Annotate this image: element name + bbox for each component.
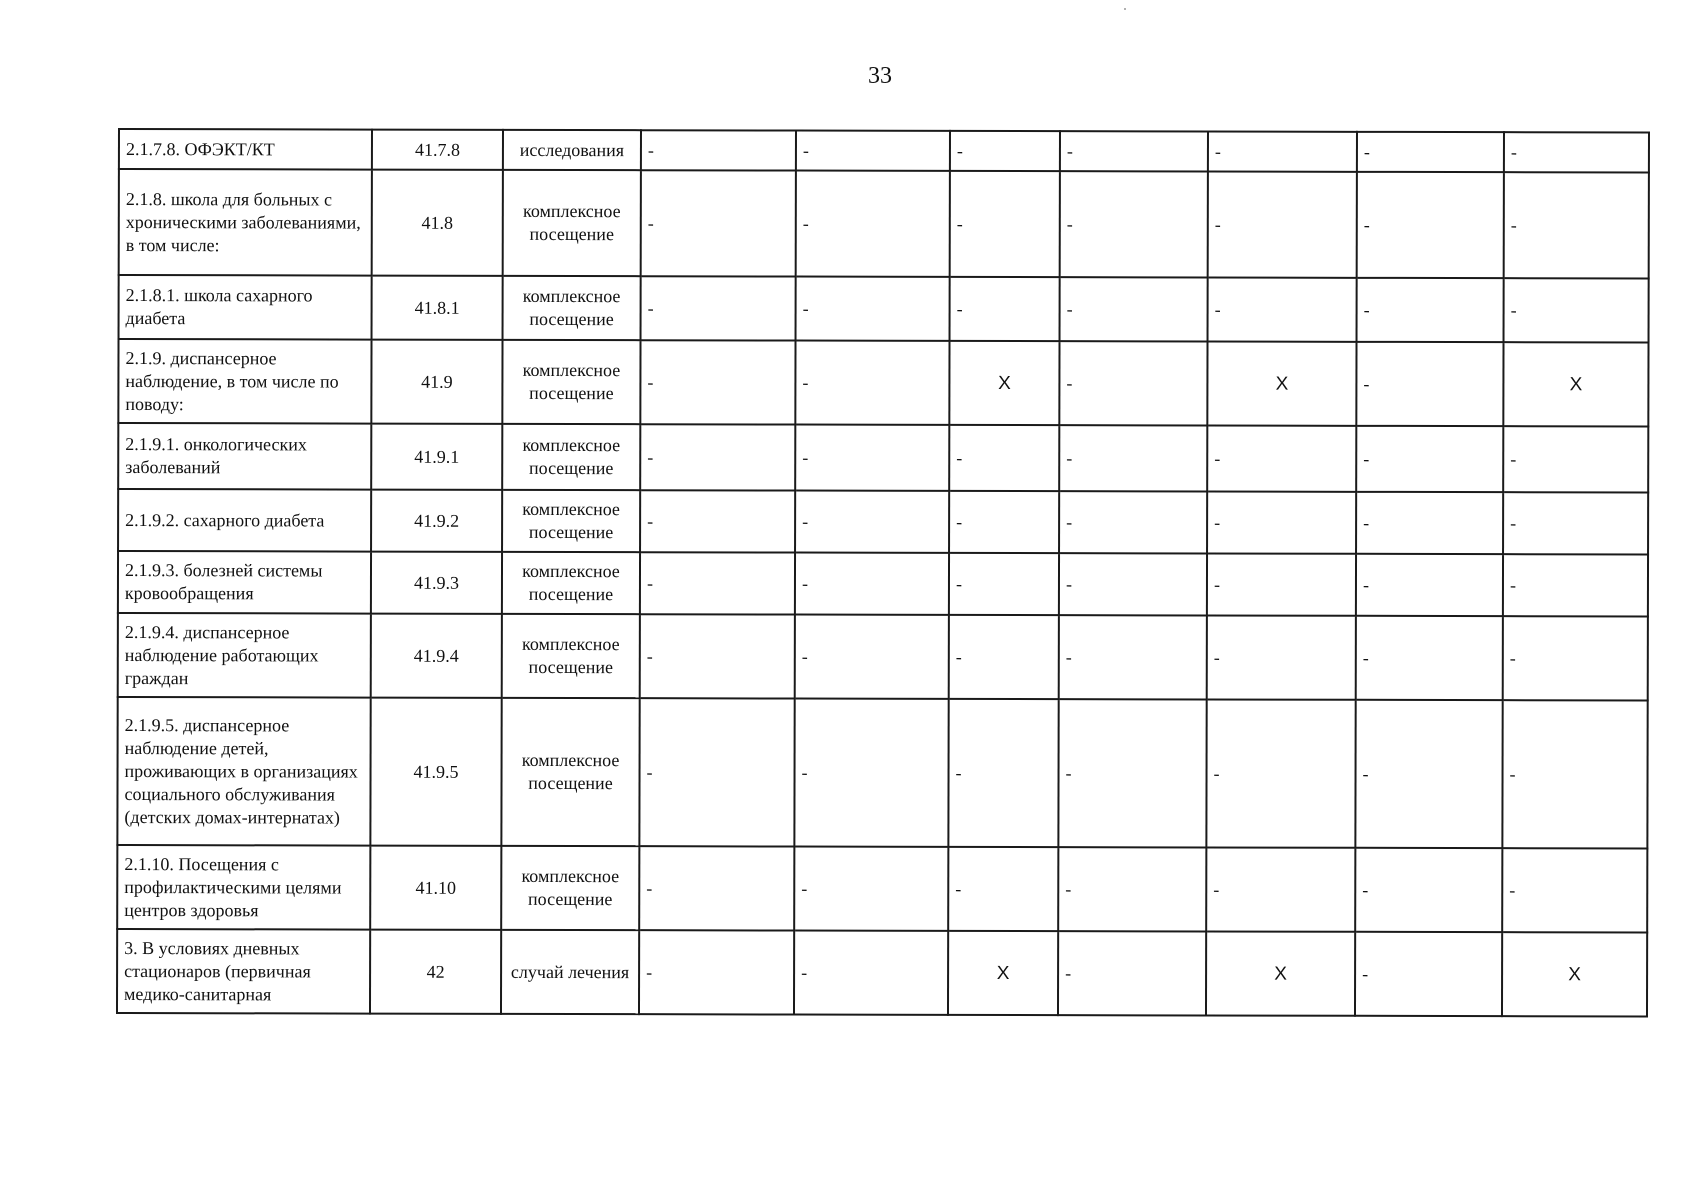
row-name-cell: 2.1.9.3. болезней системы кровообращения [118,551,371,614]
row-value-cell: - [1060,171,1208,277]
table-row [118,613,1648,700]
row-value-cell: X [1207,341,1356,425]
row-value-cell: - [796,131,950,171]
row-code-cell: 41.8 [372,170,503,276]
row-value-cell: - [1357,278,1504,342]
table-row [117,697,1647,848]
row-value-cell: - [1058,847,1206,931]
row-value-cell: - [1059,553,1207,615]
row-value-cell: - [1207,553,1356,615]
row-code-cell: 41.9.5 [370,698,501,846]
row-value-cell: - [1355,932,1502,1016]
row-code-cell: 41.9.3 [371,552,502,614]
row-value-cell: - [795,491,949,553]
row-value-cell: - [1059,341,1207,425]
table-row [117,845,1647,932]
row-value-cell: - [640,490,795,552]
row-name-cell: 2.1.9. диспансерное наблюдение, в том числе по поводу: [118,339,371,424]
row-value-cell: - [1060,277,1208,341]
row-unit-cell: случай лечения [501,930,639,1014]
row-value-cell: - [796,277,950,341]
row-value-cell: - [950,131,1060,171]
row-name-cell: 2.1.8. школа для больных с хроническими заболеваниями, в том числе: [119,169,372,276]
row-code-cell: 41.9.2 [371,490,502,552]
row-unit-cell: комплексное посещение [501,698,639,846]
row-unit-cell: комплексное посещение [502,552,640,614]
row-value-cell: X [948,931,1058,1015]
row-name-cell: 2.1.9.4. диспансерное наблюдение работающих граждан [118,613,371,698]
row-value-cell: - [1208,131,1357,171]
row-value-cell: - [796,171,950,277]
row-value-cell: - [640,614,795,698]
table-row [119,129,1649,172]
row-value-cell: - [1504,278,1649,342]
row-value-cell: - [1503,554,1648,616]
row-value-cell: - [1504,172,1649,278]
table-body [117,129,1649,1016]
row-value-cell: - [794,931,948,1015]
row-value-cell: - [794,847,948,931]
row-value-cell: - [949,553,1059,615]
row-value-cell: X [1503,342,1648,426]
row-value-cell: - [1356,426,1503,492]
row-code-cell: 41.9.1 [371,424,502,490]
row-value-cell: - [641,276,796,340]
row-value-cell: - [1058,931,1206,1015]
row-value-cell: - [1356,492,1503,554]
row-value-cell: - [1503,616,1648,700]
row-value-cell: X [1206,931,1355,1015]
row-value-cell: - [949,491,1059,553]
row-code-cell: 41.9 [371,340,502,424]
row-value-cell: X [949,341,1059,425]
row-value-cell: - [1504,132,1649,172]
row-value-cell: - [1060,131,1208,171]
row-code-cell: 41.9.4 [371,614,502,698]
table-row [119,169,1649,278]
row-value-cell: - [1502,848,1647,932]
row-value-cell: - [1058,699,1206,847]
row-name-cell: 2.1.9.1. онкологических заболеваний [118,423,371,490]
row-value-cell: - [1357,132,1504,172]
row-value-cell: - [1206,699,1355,847]
row-name-cell: 2.1.9.5. диспансерное наблюдение детей, проживающих в организациях социального обслуживания (детских домах-интернатах) [117,697,370,846]
row-unit-cell: комплексное посещение [502,340,640,424]
row-unit-cell: комплексное посещение [502,490,640,552]
row-code-cell: 42 [370,930,501,1014]
table-row [118,551,1648,616]
row-value-cell: - [641,130,796,170]
table-row [118,489,1648,554]
row-code-cell: 41.8.1 [372,276,503,340]
row-value-cell: - [1207,491,1356,553]
row-value-cell: - [1206,847,1355,931]
row-value-cell: - [948,847,1058,931]
row-name-cell: 2.1.7.8. ОФЭКТ/КТ [119,129,372,170]
row-value-cell: - [1355,700,1502,848]
row-value-cell: - [1503,492,1648,554]
row-value-cell: - [639,930,794,1014]
row-value-cell: - [1356,554,1503,616]
row-name-cell: 2.1.8.1. школа сахарного диабета [119,275,372,340]
scan-speck [1124,8,1126,10]
row-value-cell: - [640,552,795,614]
row-value-cell: - [949,425,1059,491]
row-value-cell: - [950,171,1060,277]
row-name-cell: 2.1.10. Посещения с профилактическими целями центров здоровья [117,845,370,930]
row-unit-cell: комплексное посещение [502,614,640,698]
row-value-cell: - [949,615,1059,699]
row-value-cell: - [1502,700,1647,848]
table-row [118,339,1648,426]
row-value-cell: - [948,699,1058,847]
row-value-cell: - [1059,491,1207,553]
table-row [117,929,1647,1016]
page-number: 33 [868,63,892,89]
row-value-cell: - [1208,277,1357,341]
row-value-cell: - [639,846,794,930]
row-value-cell: - [640,340,795,424]
row-value-cell: - [1356,616,1503,700]
row-value-cell: - [950,277,1060,341]
row-code-cell: 41.7.8 [372,130,503,170]
row-value-cell: - [641,170,796,276]
row-value-cell: - [1503,426,1648,492]
row-unit-cell: комплексное посещение [501,846,639,930]
row-value-cell: - [795,341,949,425]
row-value-cell: - [1207,615,1356,699]
table-row [118,423,1648,492]
row-value-cell: - [1059,425,1207,491]
row-value-cell: - [1207,425,1356,491]
row-value-cell: - [1059,615,1207,699]
row-value-cell: - [1357,172,1504,278]
row-name-cell: 3. В условиях дневных стационаров (первичная медико-санитарная [117,929,370,1014]
row-value-cell: - [795,553,949,615]
row-value-cell: - [795,425,949,491]
row-value-cell: - [1208,171,1357,277]
table-row [119,275,1649,342]
row-value-cell: - [1356,342,1503,426]
row-unit-cell: исследования [503,130,641,170]
row-code-cell: 41.10 [370,846,501,930]
row-value-cell: - [639,698,794,846]
row-value-cell: - [794,699,948,847]
row-unit-cell: комплексное посещение [502,424,640,490]
data-table [116,128,1650,1017]
row-value-cell: X [1502,932,1647,1016]
row-value-cell: - [1355,848,1502,932]
row-name-cell: 2.1.9.2. сахарного диабета [118,489,371,552]
row-value-cell: - [795,615,949,699]
row-value-cell: - [640,424,795,490]
row-unit-cell: комплексное посещение [503,276,641,340]
row-unit-cell: комплексное посещение [503,170,641,276]
